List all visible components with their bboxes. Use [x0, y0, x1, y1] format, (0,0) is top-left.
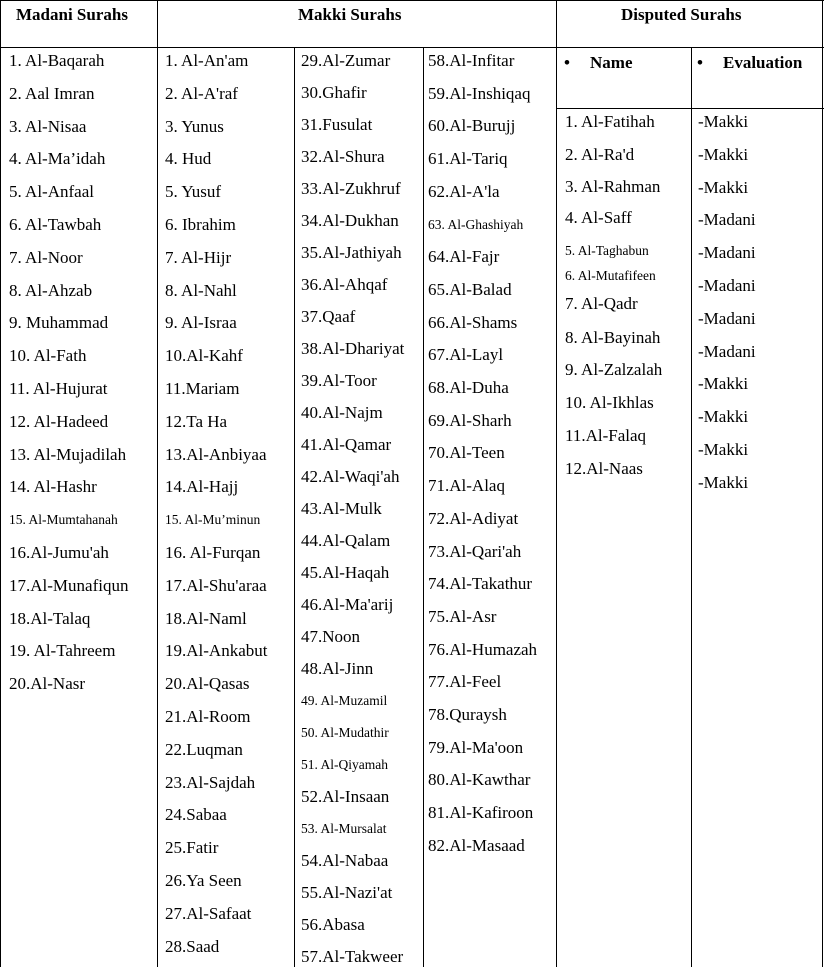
- list-item: 15. Al-Mu’minun: [165, 512, 261, 528]
- list-item: 30.Ghafir: [301, 83, 367, 102]
- list-item: -Makki: [698, 407, 749, 427]
- list-item: 6. Al-Tawbah: [9, 215, 102, 234]
- makki-header: Makki Surahs: [298, 5, 402, 24]
- column-divider: [423, 47, 424, 967]
- list-item: 14.Al-Hajj: [165, 477, 239, 497]
- list-item: 58.Al-Infitar: [428, 51, 515, 70]
- list-item: 4. Al-Ma’idah: [9, 149, 106, 169]
- list-item: 77.Al-Feel: [428, 672, 502, 692]
- list-item: 82.Al-Masaad: [428, 835, 525, 855]
- list-item: 44.Al-Qalam: [301, 531, 391, 550]
- list-item: 5. Al-Taghabun: [565, 243, 649, 258]
- bullet: •: [697, 53, 703, 72]
- list-item: 10. Al-Fath: [9, 346, 87, 366]
- list-item: 79.Al-Ma'oon: [428, 737, 524, 757]
- list-item: -Madani: [698, 276, 756, 295]
- list-item: 15. Al-Mumtahanah: [9, 512, 118, 528]
- list-item: 2. Al-A'raf: [165, 83, 238, 103]
- list-item: 24.Sabaa: [165, 805, 227, 825]
- list-item: 76.Al-Humazah: [428, 639, 538, 659]
- list-item: 8. Al-Nahl: [165, 280, 237, 300]
- list-item: 12.Al-Naas: [565, 459, 643, 478]
- list-item: 51. Al-Qiyamah: [301, 757, 388, 772]
- list-item: 46.Al-Ma'arij: [301, 595, 394, 614]
- list-item: 1. Al-Fatihah: [565, 112, 655, 131]
- list-item: 40.Al-Najm: [301, 403, 383, 422]
- list-item: 16.Al-Jumu'ah: [9, 543, 109, 562]
- list-item: 80.Al-Kawthar: [428, 770, 531, 790]
- list-item: 22.Luqman: [165, 739, 243, 759]
- list-item: 69.Al-Sharh: [428, 410, 512, 430]
- disputed-evaluation-subheader: [697, 53, 802, 73]
- list-item: 81.Al-Kafiroon: [428, 803, 534, 823]
- list-item: 3. Al-Nisaa: [9, 116, 87, 136]
- list-item: -Madani: [698, 341, 756, 361]
- list-item: 23.Al-Sajdah: [165, 772, 256, 792]
- list-item: 75.Al-Asr: [428, 606, 497, 626]
- list-item: 5. Al-Anfaal: [9, 182, 94, 202]
- list-item: 32.Al-Shura: [301, 147, 385, 166]
- column-divider: [556, 0, 557, 967]
- list-item: 67.Al-Layl: [428, 345, 504, 365]
- evaluation-label: Evaluation: [723, 53, 803, 72]
- list-item: 48.Al-Jinn: [301, 659, 374, 678]
- list-item: 63. Al-Ghashiyah: [428, 216, 524, 232]
- list-item: 55.Al-Nazi'at: [301, 883, 393, 902]
- list-item: 3. Yunus: [165, 116, 224, 136]
- madani-header: Madani Surahs: [16, 5, 128, 24]
- list-item: 17.Al-Shu'araa: [165, 575, 267, 595]
- table-border-right: [822, 0, 823, 967]
- list-item: 60.Al-Burujj: [428, 116, 516, 136]
- list-item: 66.Al-Shams: [428, 312, 518, 332]
- list-item: 13. Al-Mujadilah: [9, 444, 127, 464]
- list-item: 39.Al-Toor: [301, 371, 377, 390]
- list-item: 74.Al-Takathur: [428, 574, 533, 594]
- list-item: 18.Al-Naml: [165, 608, 247, 628]
- list-item: 11.Al-Falaq: [565, 426, 647, 445]
- list-item: 27.Al-Safaat: [165, 903, 252, 923]
- list-item: -Makki: [698, 374, 749, 394]
- list-item: 2. Al-Ra'd: [565, 145, 635, 164]
- list-item: 61.Al-Tariq: [428, 149, 508, 169]
- list-item: 18.Al-Talaq: [9, 608, 91, 628]
- list-item: 10.Al-Kahf: [165, 346, 243, 366]
- list-item: 57.Al-Takweer: [301, 947, 404, 966]
- list-item: 21.Al-Room: [165, 707, 251, 726]
- list-item: -Makki: [698, 144, 749, 164]
- list-item: 36.Al-Ahqaf: [301, 275, 388, 294]
- list-item: 37.Qaaf: [301, 307, 356, 326]
- list-item: 52.Al-Insaan: [301, 787, 390, 806]
- list-item: 10. Al-Ikhlas: [565, 393, 654, 412]
- list-item: -Madani: [698, 210, 756, 230]
- list-item: 78.Quraysh: [428, 705, 507, 724]
- column-divider: [157, 0, 158, 967]
- list-item: 71.Al-Alaq: [428, 476, 505, 496]
- list-item: -Makki: [698, 440, 749, 459]
- disputed-header: Disputed Surahs: [621, 5, 742, 24]
- list-item: 47.Noon: [301, 627, 361, 646]
- list-item: 17.Al-Munafiqun: [9, 575, 129, 595]
- list-item: 19.Al-Ankabut: [165, 641, 268, 661]
- list-item: 8. Al-Ahzab: [9, 280, 93, 300]
- list-item: 26.Ya Seen: [165, 871, 242, 890]
- list-item: -Makki: [698, 177, 749, 197]
- list-item: 16. Al-Furqan: [165, 543, 261, 562]
- table-header-divider: [0, 47, 824, 48]
- list-item: 41.Al-Qamar: [301, 435, 392, 454]
- table-border-top: [0, 0, 824, 1]
- list-item: 68.Al-Duha: [428, 378, 509, 397]
- list-item: 12.Ta Ha: [165, 411, 228, 431]
- list-item: 7. Al-Qadr: [565, 294, 638, 313]
- list-item: 12. Al-Hadeed: [9, 411, 109, 431]
- column-divider: [294, 47, 295, 967]
- list-item: 25.Fatir: [165, 838, 219, 858]
- list-item: 5. Yusuf: [165, 182, 222, 202]
- list-item: 7. Al-Hijr: [165, 247, 232, 267]
- list-item: 20.Al-Nasr: [9, 674, 86, 694]
- list-item: 4. Hud: [165, 149, 212, 169]
- list-item: 54.Al-Nabaa: [301, 851, 389, 870]
- list-item: 4. Al-Saff: [565, 208, 632, 227]
- list-item: 29.Al-Zumar: [301, 51, 391, 70]
- list-item: 11.Mariam: [165, 379, 240, 398]
- list-item: 31.Fusulat: [301, 115, 373, 134]
- list-item: 33.Al-Zukhruf: [301, 179, 401, 198]
- list-item: 72.Al-Adiyat: [428, 508, 519, 528]
- list-item: 11. Al-Hujurat: [9, 379, 108, 398]
- list-item: 6. Al-Mutafifeen: [565, 268, 656, 283]
- list-item: 7. Al-Noor: [9, 247, 83, 267]
- list-item: 3. Al-Rahman: [565, 177, 661, 196]
- list-item: -Madani: [698, 308, 756, 328]
- list-item: 34.Al-Dukhan: [301, 211, 399, 230]
- list-item: 38.Al-Dhariyat: [301, 339, 405, 358]
- list-item: 20.Al-Qasas: [165, 674, 250, 694]
- list-item: 6. Ibrahim: [165, 215, 236, 234]
- list-item: 53. Al-Mursalat: [301, 821, 387, 836]
- list-item: 1. Al-Baqarah: [9, 51, 105, 70]
- list-item: -Makki: [698, 112, 749, 131]
- bullet: •: [564, 53, 570, 72]
- list-item: 49. Al-Muzamil: [301, 693, 388, 708]
- list-item: 2. Aal Imran: [9, 83, 95, 103]
- list-item: 9. Al-Zalzalah: [565, 360, 663, 379]
- list-item: 13.Al-Anbiyaa: [165, 444, 267, 464]
- list-item: 35.Al-Jathiyah: [301, 243, 402, 262]
- list-item: -Madani: [698, 243, 756, 263]
- list-item: 64.Al-Fajr: [428, 247, 500, 267]
- list-item: 50. Al-Mudathir: [301, 725, 389, 740]
- list-item: 70.Al-Teen: [428, 443, 505, 463]
- list-item: 14. Al-Hashr: [9, 477, 97, 497]
- list-item: 65.Al-Balad: [428, 279, 512, 299]
- list-item: -Makki: [698, 472, 749, 492]
- name-label: Name: [590, 53, 633, 72]
- list-item: 42.Al-Waqi'ah: [301, 467, 400, 486]
- list-item: 1. Al-An'am: [165, 51, 249, 70]
- list-item: 28.Saad: [165, 936, 220, 956]
- list-item: 59.Al-Inshiqaq: [428, 83, 531, 103]
- table-border-left: [0, 0, 1, 967]
- list-item: 8. Al-Bayinah: [565, 328, 661, 347]
- disputed-subheader-divider: [556, 108, 824, 109]
- list-item: 9. Al-Israa: [165, 313, 237, 333]
- list-item: 73.Al-Qari'ah: [428, 541, 522, 561]
- column-divider: [691, 47, 692, 967]
- disputed-name-subheader: [564, 53, 632, 73]
- list-item: 43.Al-Mulk: [301, 499, 382, 518]
- list-item: 62.Al-A'la: [428, 181, 500, 201]
- list-item: 45.Al-Haqah: [301, 563, 390, 582]
- list-item: 56.Abasa: [301, 915, 365, 934]
- list-item: 19. Al-Tahreem: [9, 641, 116, 661]
- list-item: 9. Muhammad: [9, 313, 109, 333]
